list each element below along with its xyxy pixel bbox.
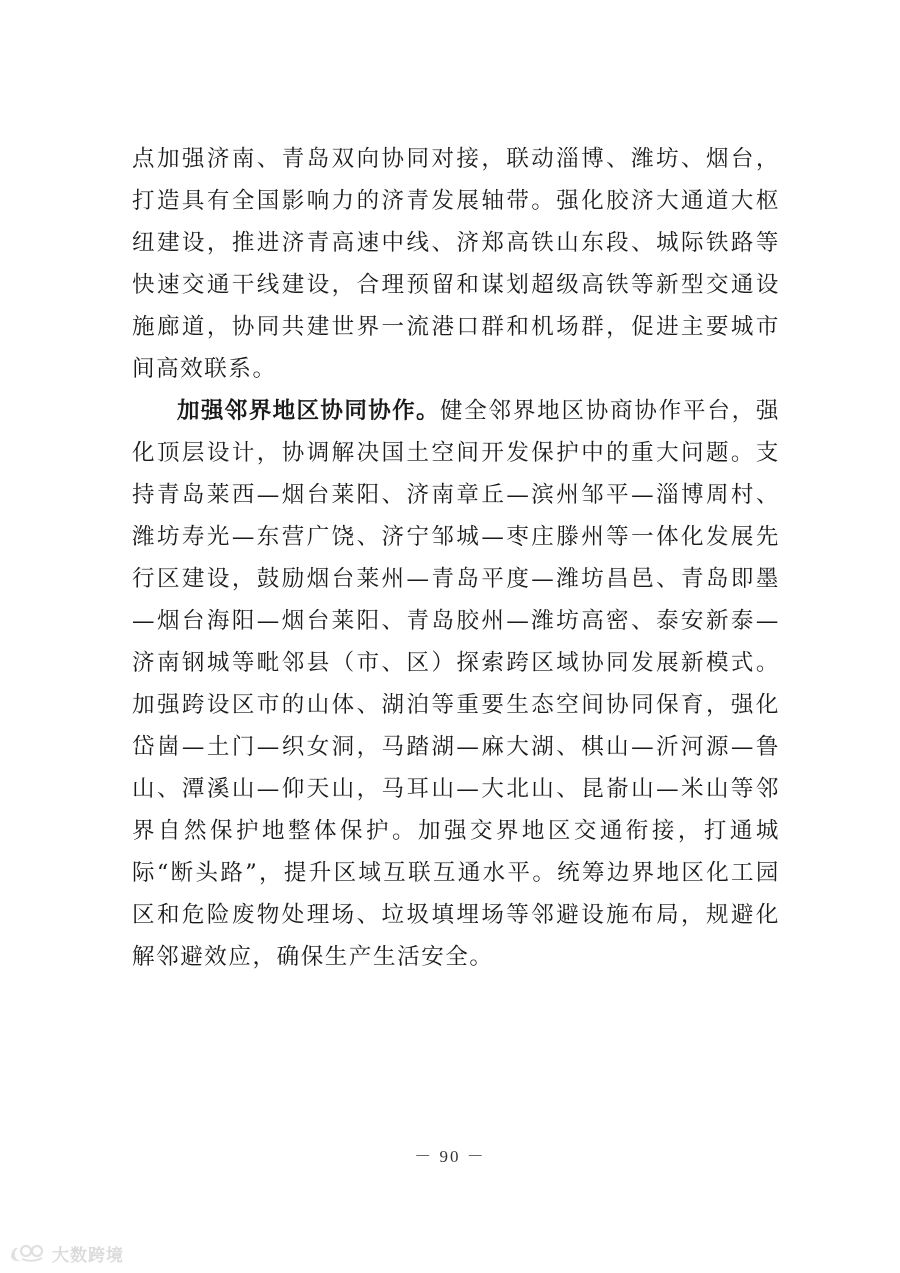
paragraph-2-body: 健全邻界地区协商协作平台，强化顶层设计，协调解决国土空间开发保护中的重大问题。支持青岛莱西—烟台莱阳、济南章丘—滨州邹平—淄博周村、潍坊寿光—东营广饶、济宁邹城—枣庄滕州等一体化发展先行区建设，鼓励烟台莱州—青岛平度—潍坊昌邑、青岛即墨—烟台海阳—烟台莱阳、青岛胶州—潍坊高密、泰安新泰—济南钢城等毗邻县（市、区）探索跨区域协同发展新模式。加强跨设区市的山体、湖泊等重要生态空间协同保育，强化岱崮—土门—织女洞，马踏湖—麻大湖、棋山—沂河源—鲁山、潭溪山—仰天山，马耳山—大北山、昆嵛山—米山等邻界自然保护地整体保护。加强交界地区交通衔接，打通城际“断头路”，提升区域互联互通水平。统筹边界地区化工园区和危险废物处理场、垃圾填埋场等邻避设施布局，规避化解邻避效应，确保生产生活安全。 — [132, 398, 781, 970]
brand-logo-icon — [8, 1242, 48, 1264]
watermark-text: 大数跨境 — [52, 1245, 124, 1266]
page-number: － 90 － — [414, 1147, 486, 1166]
paragraph-2 — [132, 390, 780, 978]
paragraph-2-heading: 加强邻界地区协同协作。 — [177, 398, 440, 424]
body-text — [132, 138, 780, 978]
paragraph-1: 点加强济南、青岛双向协同对接，联动淄博、潍坊、烟台，打造具有全国影响力的济青发展轴带。强化胶济大通道大枢纽建设，推进济青高速中线、济郑高铁山东段、城际铁路等快速交通干线建设，合理预留和谋划超级高铁等新型交通设施廊道，协同共建世界一流港口群和机场群，促进主要城市间高效联系。 — [132, 146, 780, 382]
watermark — [8, 1240, 124, 1266]
